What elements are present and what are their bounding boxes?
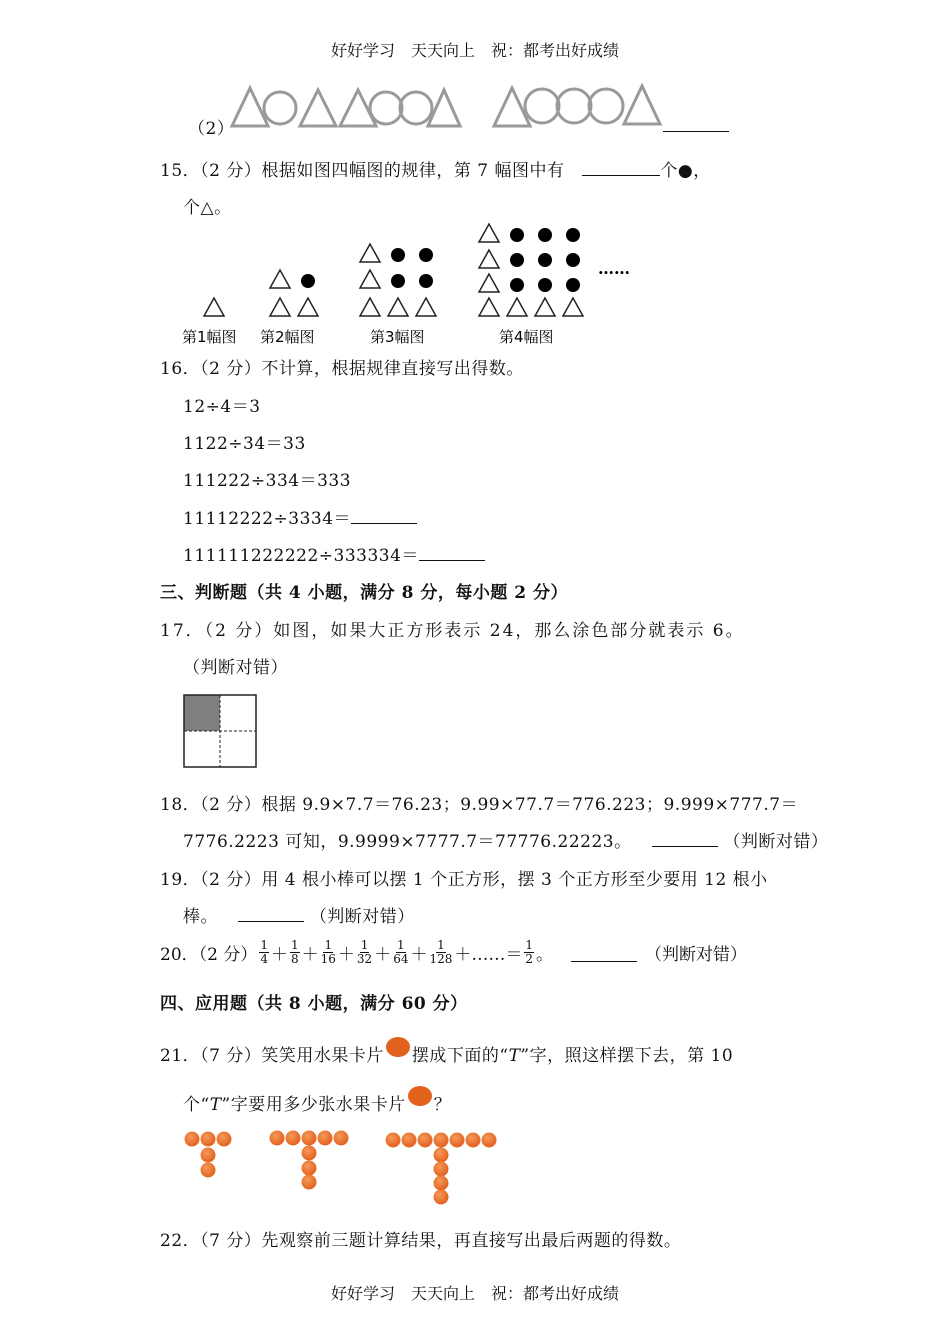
dot-shape	[419, 274, 433, 288]
q21-stem-line2	[183, 1086, 451, 1115]
fruit-card	[482, 1133, 497, 1148]
q15-caption-3: 第3幅图	[370, 328, 425, 346]
triangle-shape	[479, 298, 499, 316]
triangle-shape	[204, 298, 224, 316]
q16-eq-5-blank[interactable]	[419, 543, 485, 561]
fruit-card	[201, 1148, 216, 1163]
q20-judge-hint: （判断对错）	[645, 945, 748, 965]
triangle-shape	[360, 244, 380, 262]
triangle-shape	[416, 298, 436, 316]
q15-ellipsis: ……	[598, 259, 630, 278]
triangle-shape	[479, 274, 499, 292]
q19-stem-line1: 19．（2 分）用 4 根小棒可以摆 1 个正方形，摆 3 个正方形至少要用 12 根小	[160, 870, 768, 890]
fraction-1-8: $\frac{1}{8}$	[291, 938, 299, 966]
fruit-card-icon	[386, 1037, 410, 1057]
fruit-card	[302, 1146, 317, 1161]
dot-shape	[391, 274, 405, 288]
plus-sign: ＋	[410, 945, 428, 965]
q15-caption-4: 第4幅图	[499, 328, 554, 346]
q19-judge-hint: （判断对错）	[309, 907, 415, 927]
dot-shape	[301, 274, 315, 288]
q16-eq-2: 1122÷34＝33	[183, 434, 306, 454]
circle-shape	[370, 92, 402, 124]
section-4-title: 四、应用题（共 8 小题，满分 60 分）	[160, 994, 468, 1014]
circle-shape	[400, 92, 432, 124]
fruit-card	[434, 1176, 449, 1191]
q21-letter-t: T	[508, 1046, 521, 1066]
shaded-quarter	[184, 695, 220, 731]
q14-part2-label: （2）	[188, 119, 235, 139]
fruit-card	[302, 1161, 317, 1176]
q17-stem: 17．（2 分）如图，如果大正方形表示 24，那么涂色部分就表示 6。	[160, 621, 745, 641]
fruit-card	[450, 1133, 465, 1148]
dot-shape	[510, 228, 524, 242]
fruit-card	[334, 1131, 349, 1146]
dot-shape	[419, 248, 433, 262]
page-footer: 好好学习 天天向上 祝：都考出好成绩	[330, 1284, 619, 1303]
q16-eq-5-text: 111111222222÷333334＝	[183, 546, 419, 566]
fruit-card	[434, 1190, 449, 1205]
q21-t-pattern-figure	[183, 1130, 503, 1206]
q15-stem-text: 15．（2 分）根据如图四幅图的规律，第 7 幅图中有	[160, 161, 565, 181]
q17-square-figure	[183, 694, 259, 770]
circle-shape	[264, 92, 296, 124]
q20-prefix: 20．（2 分）	[160, 945, 258, 965]
fruit-card	[201, 1163, 216, 1178]
q16-eq-3: 111222÷334＝333	[183, 471, 352, 491]
q19-stem-text: 棒。	[183, 907, 218, 927]
q16-eq-1: 12÷4＝3	[183, 397, 261, 417]
fraction-1-2: $\frac{1}{2}$	[525, 938, 534, 966]
triangle-shape	[479, 224, 499, 242]
fruit-card	[217, 1132, 232, 1147]
fruit-card	[318, 1131, 333, 1146]
triangle-shape	[563, 298, 583, 316]
triangle-shape	[507, 298, 527, 316]
dot-shape	[538, 253, 552, 267]
q16-eq-5	[183, 541, 485, 566]
q18-judge-hint: （判断对错）	[723, 832, 829, 852]
triangle-shape	[270, 270, 290, 288]
q20-end: 。	[536, 945, 554, 965]
fruit-card	[302, 1175, 317, 1190]
q18-answer-blank[interactable]	[652, 829, 718, 847]
plus-sign: ＋	[374, 945, 392, 965]
circle-shape	[557, 89, 591, 123]
q18-stem-text: 7776.2223 可知，9.9999×7777.7＝77776.22223。	[183, 832, 632, 852]
fruit-card	[286, 1131, 301, 1146]
q15-stem	[160, 156, 711, 181]
q19-answer-blank[interactable]	[238, 904, 304, 922]
dot-shape	[510, 278, 524, 292]
fruit-card	[386, 1133, 401, 1148]
q21-text-b: 摆成下面的“	[411, 1046, 509, 1066]
q20-answer-blank[interactable]	[571, 944, 637, 962]
fruit-card	[185, 1132, 200, 1147]
fraction-1-128: $\frac{1}{128}$	[429, 938, 453, 966]
fruit-card	[270, 1131, 285, 1146]
fruit-card	[201, 1132, 216, 1147]
page-header: 好好学习 天天向上 祝：都考出好成绩	[330, 41, 619, 60]
circle-shape	[525, 89, 559, 123]
q14-shape-sequence	[228, 84, 668, 130]
dot-shape	[566, 228, 580, 242]
dot-shape	[538, 278, 552, 292]
dot-shape	[566, 253, 580, 267]
fruit-card	[434, 1162, 449, 1177]
triangle-shape	[300, 90, 336, 126]
q21-text-c: ”字，照这样摆下去，第 10	[520, 1046, 734, 1066]
q16-eq-4	[183, 504, 417, 529]
q15-dots-unit: 个●，	[660, 161, 711, 181]
fraction-1-32: $\frac{1}{32}$	[356, 938, 373, 966]
section-3-title: 三、判断题（共 4 小题，满分 8 分，每小题 2 分）	[160, 583, 568, 603]
q21-text-d: 个“	[183, 1095, 210, 1115]
fruit-card	[418, 1133, 433, 1148]
triangle-shape	[270, 298, 290, 316]
triangle-shape	[535, 298, 555, 316]
q14-answer-blank[interactable]	[663, 115, 729, 132]
q21-stem-line1	[160, 1037, 733, 1066]
dot-shape	[510, 253, 524, 267]
q15-triangle-unit: 个△。	[183, 198, 232, 218]
triangle-shape	[624, 86, 660, 124]
dot-shape	[538, 228, 552, 242]
plus-sign: ＋	[337, 945, 355, 965]
triangle-shape	[298, 298, 318, 316]
q17-judge-hint: （判断对错）	[183, 658, 288, 678]
circle-shape	[589, 89, 623, 123]
fraction-1-16: $\frac{1}{16}$	[320, 938, 336, 966]
q20-tail: ＋……＝	[454, 945, 523, 965]
fraction-1-4: $\frac{1}{4}$	[260, 938, 268, 966]
q18-stem-line1: 18．（2 分）根据 9.9×7.7＝76.23；9.99×77.7＝776.223；9.999×777.7＝	[160, 795, 799, 815]
q18-stem-line2	[183, 827, 828, 852]
plus-sign: ＋	[301, 945, 319, 965]
q15-pattern-figure	[178, 224, 648, 348]
q19-stem-line2	[183, 902, 415, 927]
q15-caption-2: 第2幅图	[260, 328, 315, 346]
q16-stem: 16．（2 分）不计算，根据规律直接写出得数。	[160, 359, 524, 379]
q16-eq-4-text: 11112222÷3334＝	[183, 509, 352, 529]
q21-text-a: 21．（7 分）笑笑用水果卡片	[160, 1046, 384, 1066]
q20-stem	[160, 939, 747, 966]
q15-caption-1: 第1幅图	[182, 328, 237, 346]
fruit-card	[466, 1133, 481, 1148]
plus-sign: ＋	[271, 945, 288, 965]
fruit-card	[434, 1148, 449, 1163]
fruit-card	[402, 1133, 417, 1148]
q22-stem: 22．（7 分）先观察前三题计算结果，再直接写出最后两题的得数。	[160, 1231, 682, 1251]
triangle-shape	[479, 250, 499, 268]
triangle-shape	[360, 270, 380, 288]
triangle-shape	[360, 298, 380, 316]
q21-letter-t: T	[209, 1095, 222, 1115]
q21-text-f: ？	[433, 1095, 452, 1115]
dot-shape	[391, 248, 405, 262]
fruit-card-icon	[408, 1086, 432, 1106]
q21-text-e: ”字要用多少张水果卡片	[221, 1095, 406, 1115]
dot-shape	[566, 278, 580, 292]
q15-dots-blank[interactable]	[582, 158, 660, 176]
triangle-shape	[388, 298, 408, 316]
fruit-card	[434, 1133, 449, 1148]
q16-eq-4-blank[interactable]	[351, 506, 417, 524]
fruit-card	[302, 1131, 317, 1146]
fraction-1-64: $\frac{1}{64}$	[393, 938, 409, 966]
